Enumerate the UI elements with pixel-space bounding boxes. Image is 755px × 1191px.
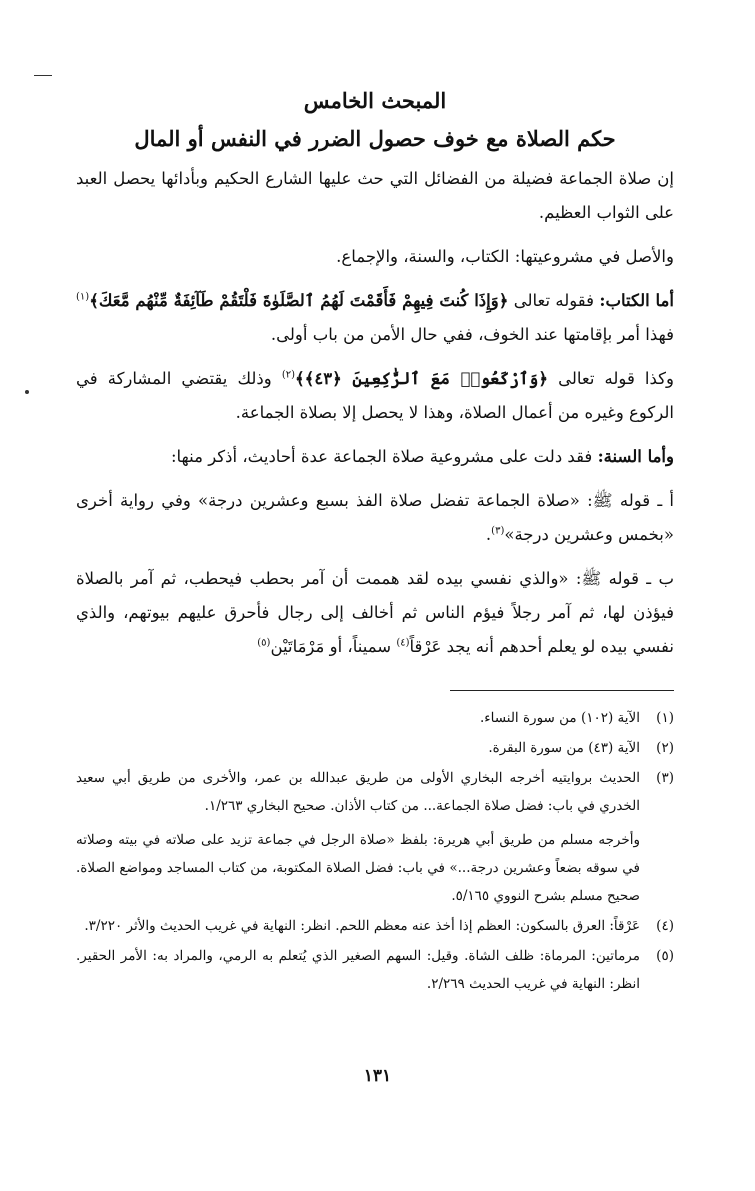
footnote-number: (١) bbox=[656, 710, 674, 726]
paragraph-sources: والأصل في مشروعيتها: الكتاب، والسنة، والإجماع. bbox=[336, 247, 674, 266]
quran-verse-2: ﴿وَٱرْكَعُوا۟ مَعَ ٱلرَّٰكِعِينَ ﴿٤٣﴾﴾ bbox=[295, 369, 549, 388]
paragraph-hadith-b bbox=[76, 562, 674, 664]
footnote-5 bbox=[76, 942, 674, 998]
paragraph-quran-evidence bbox=[76, 284, 674, 352]
paragraph-hadith-a bbox=[76, 484, 674, 552]
footnote-ref-5[interactable]: (٥) bbox=[257, 637, 271, 649]
footnote-4 bbox=[76, 912, 674, 940]
sunnah-text: فقد دلت على مشروعية صلاة الجماعة عدة أحاديث، أذكر منها: bbox=[170, 447, 593, 466]
page-number: ١٣١ bbox=[363, 1066, 392, 1086]
footnote-text: عَرْقاً: العرق بالسكون: العظم إذا أخذ عنه معظم اللحم. انظر: النهاية في غريب الحديث والأثر ٣/٢٢٠. bbox=[84, 918, 640, 934]
quran-intro-2: وكذا قوله تعالى bbox=[558, 369, 675, 388]
footnote-ref-1[interactable]: (١) bbox=[76, 291, 90, 303]
footnote-text: الآية (١٠٢) من سورة النساء. bbox=[479, 710, 640, 726]
footnote-3 bbox=[76, 764, 674, 820]
hadith-b-text-2: سميناً، أو مَرْمَاتَيْن bbox=[270, 637, 392, 656]
quran-comment-2: وذلك يقتضي المشاركة في الركوع وغيره من أعمال الصلاة، وهذا لا يحصل إلا بصلاة الجماعة. bbox=[76, 369, 674, 422]
footnote-ref-4[interactable]: (٤) bbox=[396, 637, 410, 649]
page-body bbox=[76, 84, 674, 674]
footnote-number: (٣) bbox=[656, 770, 674, 786]
footnote-text: الآية (٤٣) من سورة البقرة. bbox=[488, 740, 640, 756]
footnote-ref-3[interactable]: (٣) bbox=[491, 525, 505, 537]
footnote-divider bbox=[450, 690, 674, 691]
margin-dot bbox=[25, 390, 29, 394]
paragraph-intro: إن صلاة الجماعة فضيلة من الفضائل التي حث عليها الشارع الحكيم وبأدائها يحصل العبد على الثواب العظيم. bbox=[76, 169, 674, 222]
footnote-1 bbox=[76, 704, 674, 732]
sunnah-lead: وأما السنة: bbox=[597, 447, 674, 466]
footnote-text: الحديث بروايتيه أخرجه البخاري الأولى من طريق عبدالله بن عمر، والأخرى من طريق أبي سعيد الخدري في باب: فضل صلاة الجماعة... من كتاب الأذان. صحيح البخاري ١/٢٦٣. bbox=[76, 770, 640, 814]
main-title: حكم الصلاة مع خوف حصول الضرر في النفس أو المال bbox=[134, 126, 616, 151]
quran-intro: فقوله تعالى bbox=[513, 291, 595, 310]
margin-mark bbox=[34, 75, 52, 76]
hadith-a-text: أ ـ قوله ﷺ: «صلاة الجماعة تفضل صلاة الفذ بسبع وعشرين درجة» وفي رواية أخرى «بخمس وعشرين درجة» bbox=[76, 491, 674, 544]
footnote-text: مرماتين: المرماة: ظلف الشاة. وقيل: السهم الصغير الذي يُتعلم به الرمي، والمراد به: الأمر الحقير. انظر: النهاية في غريب الحديث ٢/٢٦٩. bbox=[76, 948, 640, 992]
quran-lead: أما الكتاب: bbox=[599, 291, 674, 310]
paragraph-sunnah bbox=[76, 440, 674, 474]
footnote-number: (٢) bbox=[656, 740, 674, 756]
hadith-a-end: . bbox=[485, 525, 492, 544]
hadith-b-text: ب ـ قوله ﷺ: «والذي نفسي بيده لقد هممت أن آمر بحطب فيحطب، ثم آمر بالصلاة فيؤذن لها، ثم آمر رجلاً فيؤم الناس ثم أخالف إلى رجال فأحرق عليهم بيوتهم، والذي نفسي بيده لو يعلم أحدهم أنه يجد عَرْقاً bbox=[76, 569, 674, 656]
footnote-number: (٥) bbox=[656, 948, 674, 964]
footnotes bbox=[76, 704, 674, 1000]
paragraph-quran-evidence-2 bbox=[76, 362, 674, 430]
footnote-3-continuation: وأخرجه مسلم من طريق أبي هريرة: بلفظ «صلاة الرجل في جماعة تزيد على صلاته في بيته وصلاته في سوقه بضعاً وعشرين درجة...» في باب: فضل الصلاة المكتوبة، من كتاب المساجد ومواضع الصلاة. صحيح مسلم بشرح النووي ٥/١٦٥. bbox=[76, 832, 640, 904]
quran-comment: فهذا أمر بإقامتها عند الخوف، ففي حال الأمن من باب أولى. bbox=[270, 325, 674, 344]
footnote-ref-2[interactable]: (٢) bbox=[281, 369, 295, 381]
footnote-2 bbox=[76, 734, 674, 762]
footnote-number: (٤) bbox=[656, 918, 674, 934]
section-title: المبحث الخامس bbox=[303, 88, 447, 113]
quran-verse-1: ﴿وَإِذَا كُنتَ فِيهِمْ فَأَقَمْتَ لَهُمُ ٱلصَّلَوٰةَ فَلْتَقُمْ طَآئِفَةٌ مِّنْهُم مَّعَكَ﴾ bbox=[89, 291, 509, 310]
